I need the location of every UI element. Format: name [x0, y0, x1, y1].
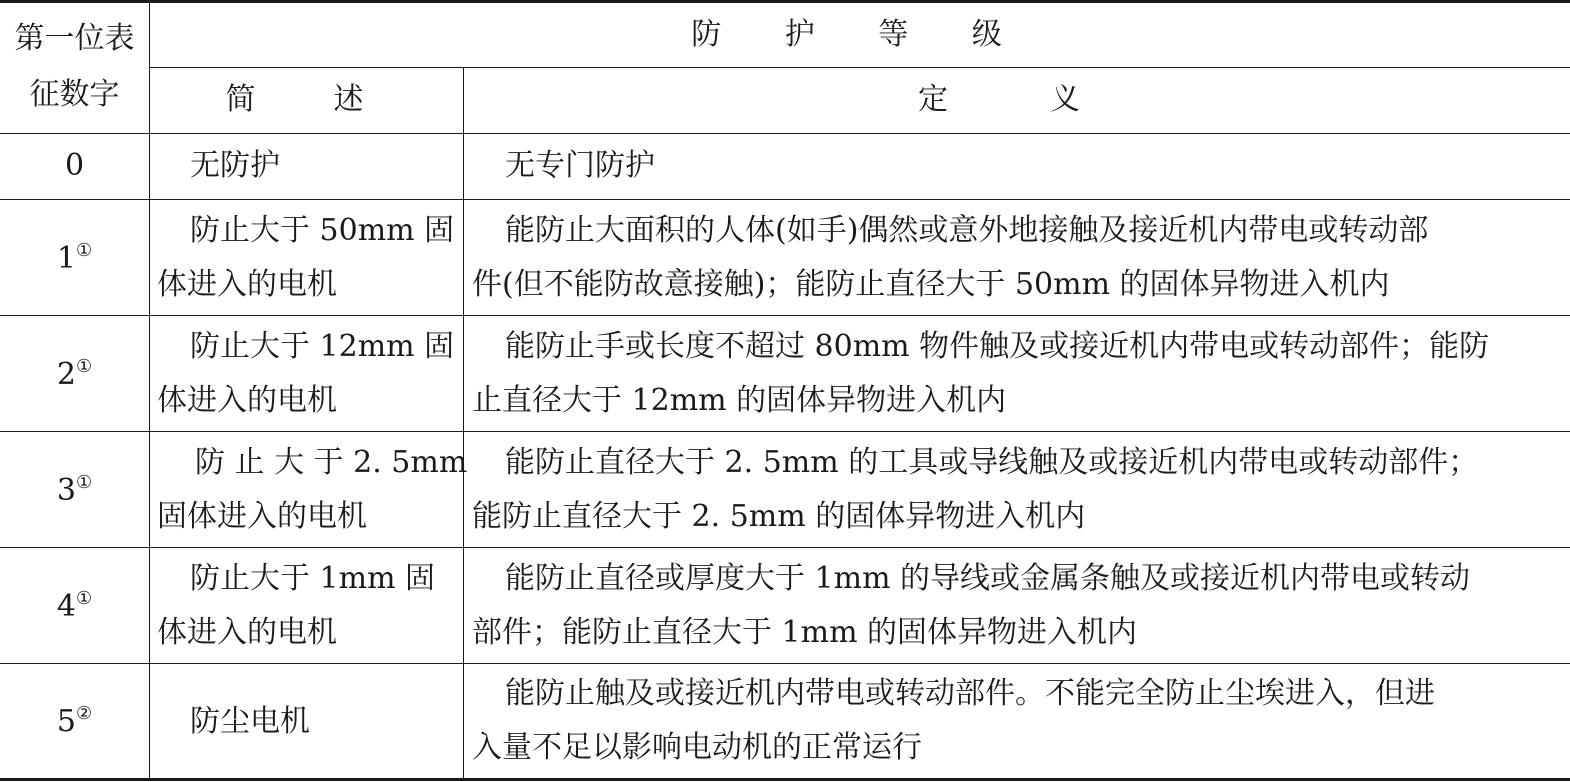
row-brief-line: 体进入的电机 — [157, 383, 337, 418]
row-digit: 3① — [56, 472, 93, 508]
row-definition-line: 能防止大面积的人体(如手)偶然或意外地接触及接近机内带电或转动部 — [505, 213, 1429, 248]
rule-sub-header — [150, 67, 1570, 68]
rule-header-bottom — [0, 133, 1570, 134]
row-brief-line: 防止大于 1mm 固 — [190, 561, 436, 596]
row-digit: 0 — [64, 148, 85, 183]
row-brief-line: 固体进入的电机 — [157, 499, 367, 534]
rule-row — [0, 663, 1570, 664]
row-definition-line: 止直径大于 12mm 的固体异物进入机内 — [472, 383, 1007, 418]
row-definition-line: 能防止手或长度不超过 80mm 物件触及或接近机内带电或转动部件；能防 — [505, 329, 1490, 364]
footnote-mark: ② — [75, 703, 93, 724]
row-definition-line: 能防止触及或接近机内带电或转动部件。不能完全防止尘埃进入，但进 — [505, 676, 1435, 711]
row-definition-line: 部件；能防止直径大于 1mm 的固体异物进入机内 — [472, 615, 1138, 650]
row-brief-line: 体进入的电机 — [157, 615, 337, 650]
rule-row — [0, 199, 1570, 200]
row-definition-line: 无专门防护 — [505, 148, 655, 183]
row-brief-line: 防止大于 50mm 固 — [190, 213, 455, 248]
header-digit-line2: 征数字 — [29, 77, 120, 112]
row-definition-line: 能防止直径大于 2. 5mm 的工具或导线触及或接近机内带电或转动部件； — [505, 445, 1479, 480]
rule-row — [0, 431, 1570, 432]
header-digit-line1: 第一位表 — [14, 21, 135, 56]
row-definition-line: 件(但不能防故意接触)；能防止直径大于 50mm 的固体异物进入机内 — [472, 267, 1390, 302]
row-brief-line: 防止大于 12mm 固 — [190, 329, 455, 364]
row-brief-line: 防尘电机 — [190, 704, 310, 739]
rule-row — [0, 547, 1570, 548]
row-brief-line: 体进入的电机 — [157, 267, 337, 302]
row-digit: 5② — [56, 703, 93, 739]
row-definition-line: 能防止直径大于 2. 5mm 的固体异物进入机内 — [472, 499, 1086, 534]
header-protection-grade: 防 护 等 级 — [691, 17, 1029, 52]
row-digit: 4① — [56, 588, 93, 624]
row-digit: 2① — [56, 356, 93, 392]
row-brief-line: 防 止 大 于 2. 5mm — [195, 445, 468, 480]
col-divider-2 — [463, 67, 464, 781]
footnote-mark: ① — [75, 356, 93, 377]
footnote-mark: ① — [75, 588, 93, 609]
rule-bottom — [0, 778, 1570, 781]
row-definition-line: 入量不足以影响电动机的正常运行 — [472, 730, 922, 765]
footnote-mark: ① — [75, 472, 93, 493]
row-definition-line: 能防止直径或厚度大于 1mm 的导线或金属条触及或接近机内带电或转动 — [505, 561, 1471, 596]
header-brief: 简 述 — [225, 82, 388, 117]
header-definition: 定 义 — [918, 82, 1116, 117]
rule-top — [0, 0, 1570, 3]
footnote-mark: ① — [75, 240, 93, 261]
rule-row — [0, 315, 1570, 316]
row-digit: 1① — [56, 240, 93, 276]
row-brief-line: 无防护 — [190, 148, 280, 183]
